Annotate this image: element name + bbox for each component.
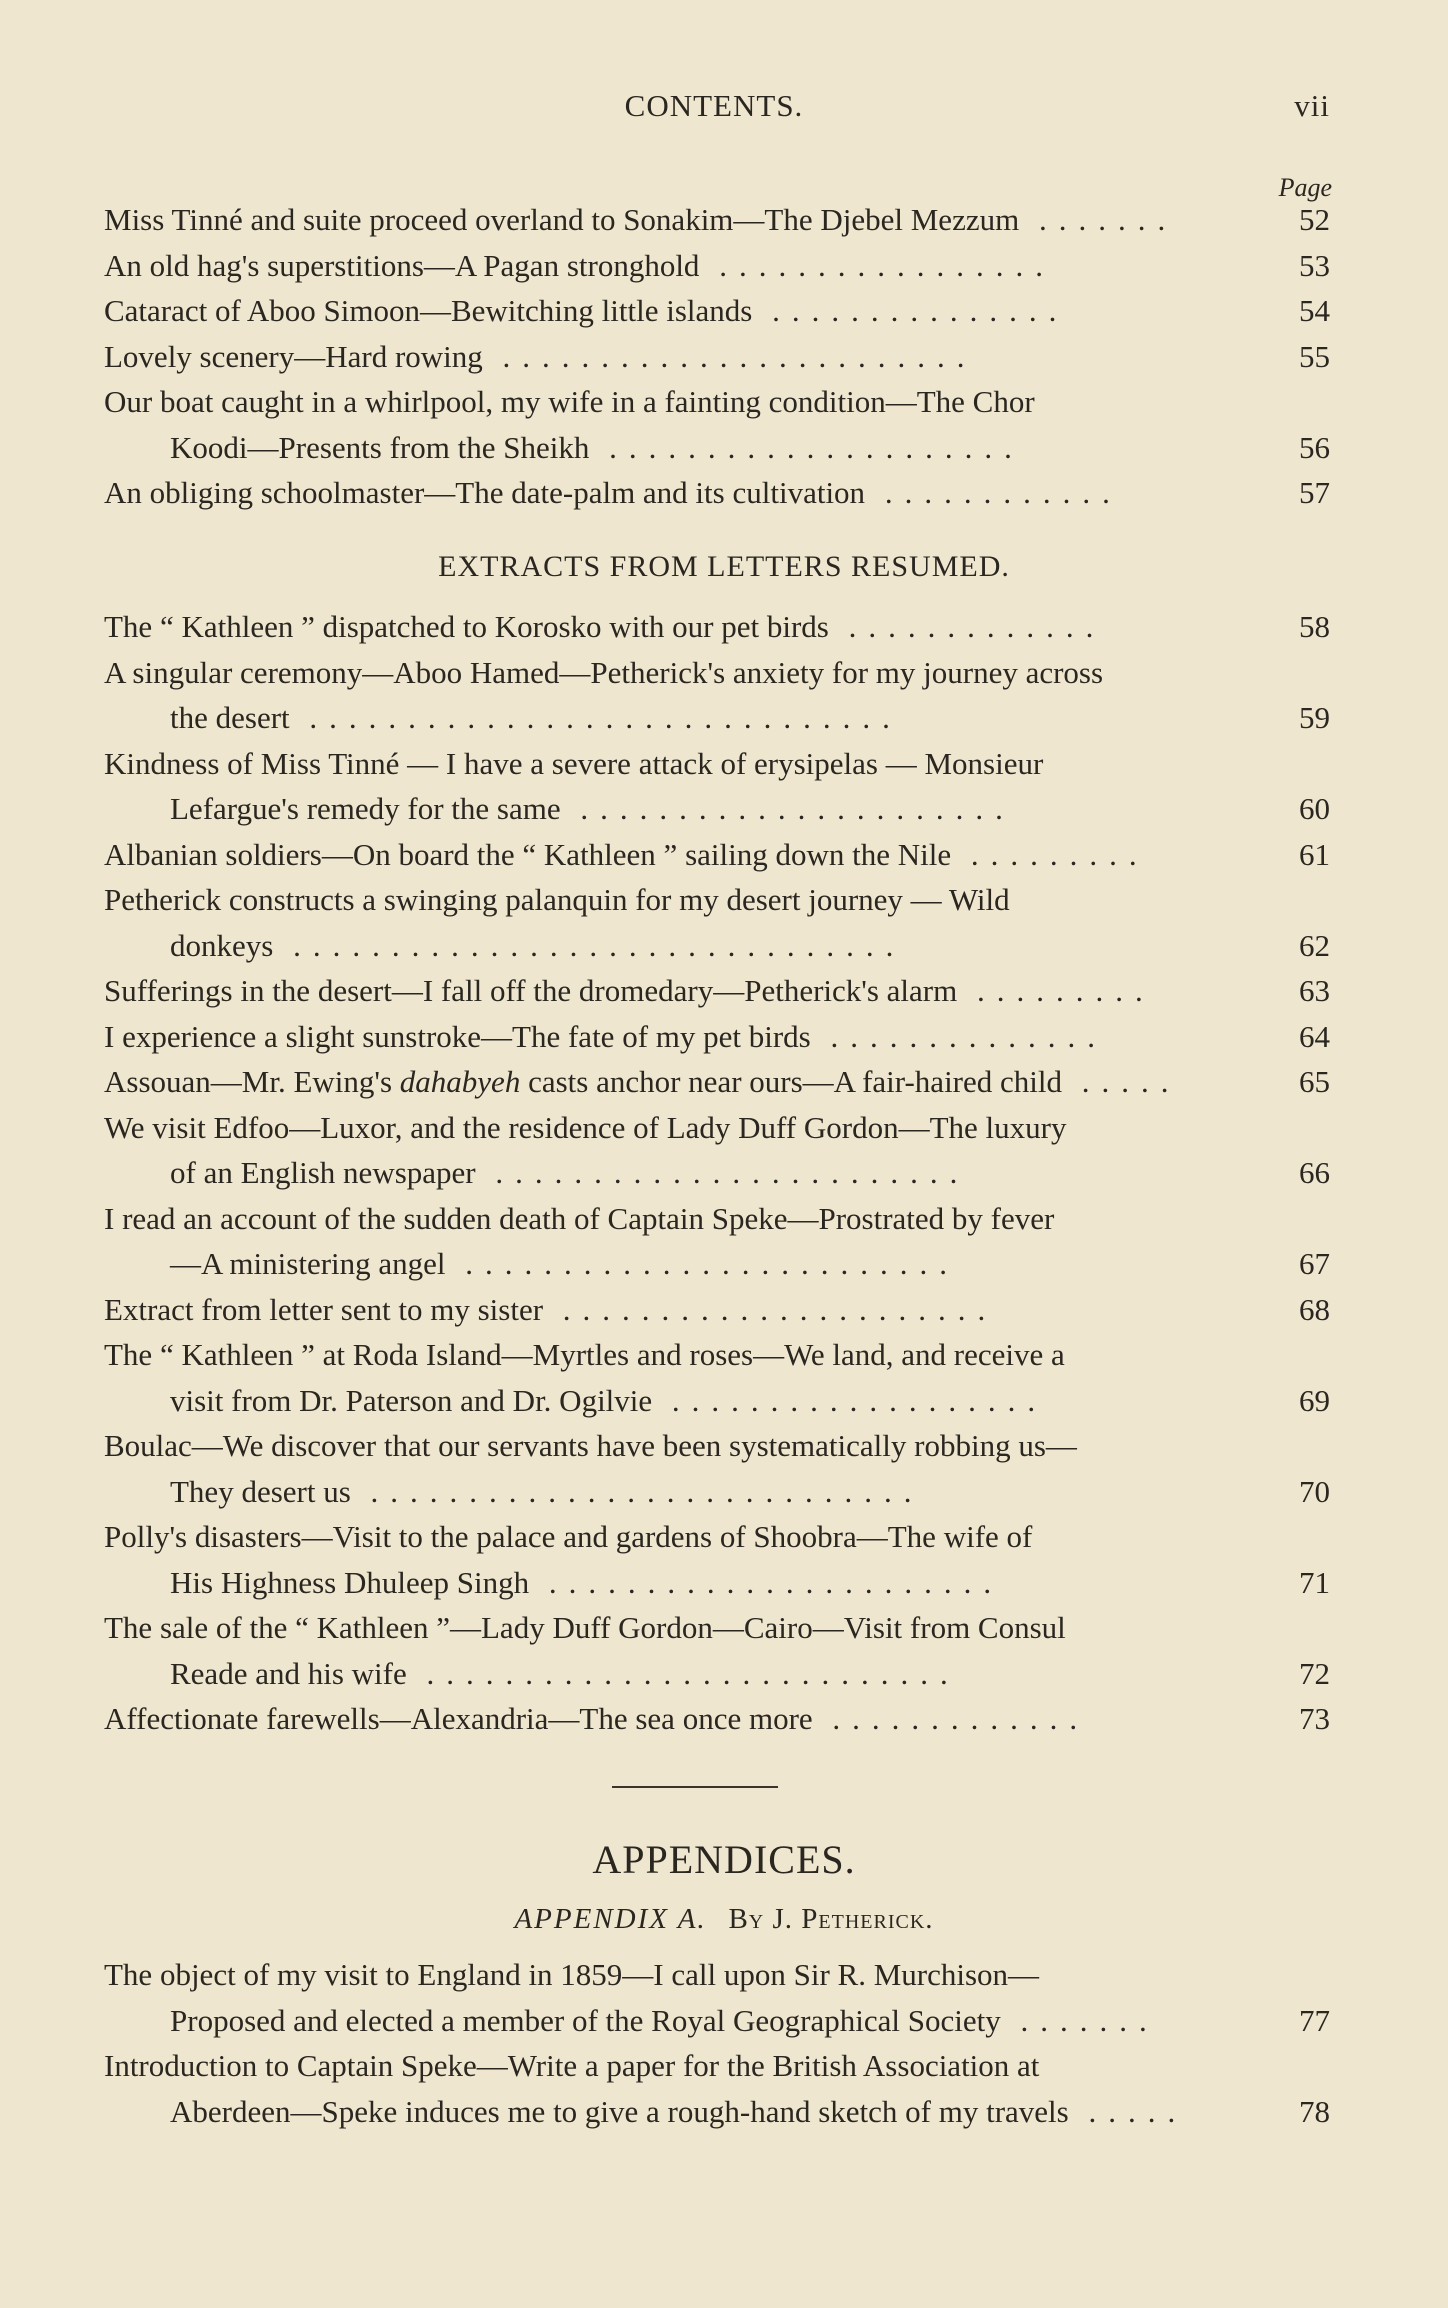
toc-entry-page: 59 <box>1299 700 1330 735</box>
toc-entry-page: 65 <box>1299 1064 1330 1099</box>
page-column-label: Page <box>1278 173 1332 202</box>
leader-dots: ............... <box>752 293 1069 328</box>
toc-entry-text: I read an account of the sudden death of Captain Speke—Prostrated by fever <box>104 1200 1055 1236</box>
toc-entry-page: 54 <box>1299 293 1330 328</box>
toc-entry-continuation: —A ministering angel ......................... <box>170 1246 960 1281</box>
toc-entry-continuation: They desert us ............................ <box>170 1473 924 1509</box>
toc-entry-page: 77 <box>1299 2002 1330 2038</box>
toc-entry-text: Our boat caught in a whirlpool, my wife in a fainting condition—The Chor <box>104 384 1035 419</box>
toc-entry <box>104 1196 1330 1287</box>
leader-dots: ................... <box>652 1382 1048 1418</box>
toc-entry <box>104 288 1330 334</box>
toc-entry-continuation: Koodi—Presents from the Sheikh ..................... <box>170 429 1024 465</box>
toc-entry-text: I experience a slight sunstroke—The fate of my pet birds .............. <box>104 1018 1107 1054</box>
leader-dots: ....................... <box>529 1564 1004 1600</box>
toc-entry-text: Affectionate farewells—Alexandria—The sea once more ............. <box>104 1701 1090 1736</box>
toc-entry-continuation: donkeys ............................... <box>170 927 906 963</box>
leader-dots: ........................ <box>475 1155 970 1190</box>
toc-entry <box>104 1014 1330 1060</box>
toc-entry-page: 53 <box>1299 247 1330 283</box>
toc-entry-page: 69 <box>1299 1382 1330 1418</box>
toc-entry-text: The “ Kathleen ” at Roda Island—Myrtles and roses—We land, and receive a <box>104 1337 1065 1372</box>
toc-entry-page: 63 <box>1299 973 1330 1008</box>
toc-entry-text: Kindness of Miss Tinné — I have a severe attack of erysipelas — Monsieur <box>104 745 1044 781</box>
toc-entry-text: Albanian soldiers—On board the “ Kathleen ” sailing down the Nile ......... <box>104 836 1149 872</box>
toc-entry-text: An obliging schoolmaster—The date-palm and its cultivation ............ <box>104 475 1122 510</box>
leader-dots: ..... <box>1068 2093 1188 2129</box>
leader-dots: .............................. <box>289 700 902 735</box>
leader-dots: ..... <box>1062 1064 1181 1099</box>
leader-dots: ......... <box>957 973 1155 1008</box>
running-page-number: vii <box>1294 88 1330 123</box>
divider-rule <box>612 1786 778 1788</box>
toc-entry-text: Lovely scenery—Hard rowing ........................ <box>104 338 977 374</box>
leader-dots: ............ <box>865 475 1122 510</box>
toc-entry <box>104 604 1330 650</box>
leader-dots: ....... <box>1000 2002 1159 2038</box>
toc-list-appendix <box>104 1952 1330 2134</box>
toc-entry-text: Assouan—Mr. Ewing's dahabyeh casts anchor near ours—A fair-haired child ..... <box>104 1064 1181 1099</box>
leader-dots: ............................ <box>350 1473 924 1509</box>
leader-dots: ......... <box>951 836 1149 872</box>
toc-entry <box>104 197 1330 243</box>
toc-entry-continuation: His Highness Dhuleep Singh ....................... <box>170 1564 1004 1600</box>
toc-entry-continuation: of an English newspaper ........................ <box>170 1155 970 1190</box>
italic-word: dahabyeh <box>399 1064 521 1099</box>
toc-entry-text: Miss Tinné and suite proceed overland to Sonakim—The Djebel Mezzum ....... <box>104 202 1178 237</box>
leader-dots: ....... <box>1019 202 1178 237</box>
toc-entry <box>104 2043 1330 2134</box>
toc-entry <box>104 741 1330 832</box>
section-heading-extracts: EXTRACTS FROM LETTERS RESUMED. <box>438 550 1010 583</box>
toc-entry-text: An old hag's superstitions—A Pagan stronghold ................. <box>104 247 1055 283</box>
running-head <box>0 88 1448 128</box>
toc-entry-page: 66 <box>1299 1155 1330 1190</box>
toc-entry <box>104 1605 1330 1696</box>
toc-entry-page: 67 <box>1299 1246 1330 1281</box>
toc-entry-text: Boulac—We discover that our servants have been systematically robbing us— <box>104 1428 1077 1463</box>
toc-entry <box>104 243 1330 289</box>
appendix-a-author: By J. Petherick. <box>728 1903 934 1935</box>
toc-entry-text: The sale of the “ Kathleen ”—Lady Duff Gordon—Cairo—Visit from Consul <box>104 1610 1066 1645</box>
toc-entry <box>104 650 1330 741</box>
toc-entry-page: 64 <box>1299 1018 1330 1054</box>
leader-dots: ............................... <box>273 927 906 963</box>
toc-entry <box>104 832 1330 878</box>
toc-entry <box>104 1514 1330 1605</box>
leader-dots: ........................... <box>406 1655 960 1691</box>
toc-entry-continuation: Reade and his wife ........................... <box>170 1655 960 1691</box>
leader-dots: ...................... <box>560 791 1015 826</box>
appendix-a-heading <box>0 1903 1448 1936</box>
toc-entry-text: The object of my visit to England in 1859—I call upon Sir R. Murchison— <box>104 1957 1040 1992</box>
toc-entry-page: 72 <box>1299 1655 1330 1691</box>
leader-dots: .............. <box>810 1018 1107 1054</box>
toc-entry <box>104 379 1330 470</box>
toc-entry-page: 70 <box>1299 1473 1330 1509</box>
toc-entry-text: Petherick constructs a swinging palanquin for my desert journey — Wild <box>104 882 1010 917</box>
toc-entry-page: 78 <box>1299 2093 1330 2129</box>
toc-entry-text: Introduction to Captain Speke—Write a paper for the British Association at <box>104 2048 1040 2083</box>
toc-entry <box>104 1423 1330 1514</box>
toc-entry-page: 73 <box>1299 1701 1330 1736</box>
toc-entry-continuation: Lefargue's remedy for the same ...................... <box>170 791 1015 826</box>
toc-entry-page: 60 <box>1299 791 1330 826</box>
toc-entry-text: The “ Kathleen ” dispatched to Korosko with our pet birds ............. <box>104 609 1106 644</box>
toc-list-top <box>104 197 1330 516</box>
toc-entry <box>104 1952 1330 2043</box>
leader-dots: ............. <box>812 1701 1090 1736</box>
toc-entry <box>104 1287 1330 1333</box>
toc-entry-page: 56 <box>1299 429 1330 465</box>
toc-entry-text: A singular ceremony—Aboo Hamed—Petherick's anxiety for my journey across <box>104 654 1104 690</box>
leader-dots: ........................ <box>482 338 977 374</box>
toc-entry-page: 55 <box>1299 338 1330 374</box>
leader-dots: ............. <box>828 609 1106 644</box>
toc-entry <box>104 470 1330 516</box>
leader-dots: ......................... <box>445 1246 960 1281</box>
leader-dots: ...................... <box>543 1291 998 1327</box>
toc-entry-text: Extract from letter sent to my sister ...................... <box>104 1291 998 1327</box>
toc-entry <box>104 1059 1330 1105</box>
toc-entry-continuation: visit from Dr. Paterson and Dr. Ogilvie ................... <box>170 1382 1048 1418</box>
appendix-a-label: APPENDIX A. <box>514 1903 707 1935</box>
toc-entry-text: Cataract of Aboo Simoon—Bewitching little islands ............... <box>104 293 1069 328</box>
toc-entry-text: We visit Edfoo—Luxor, and the residence of Lady Duff Gordon—The luxury <box>104 1109 1067 1145</box>
toc-entry-text: Sufferings in the desert—I fall off the dromedary—Petherick's alarm ......... <box>104 973 1155 1008</box>
toc-entry <box>104 1105 1330 1196</box>
toc-entry <box>104 877 1330 968</box>
leader-dots: ..................... <box>589 429 1024 465</box>
toc-entry-page: 57 <box>1299 475 1330 510</box>
toc-entry-page: 61 <box>1299 836 1330 872</box>
appendices-title: APPENDICES. <box>592 1837 856 1882</box>
toc-entry-continuation: Proposed and elected a member of the Royal Geographical Society ....... <box>170 2002 1159 2038</box>
leader-dots: ................. <box>699 247 1055 283</box>
toc-entry <box>104 1332 1330 1423</box>
toc-entry-continuation: the desert .............................. <box>170 700 902 735</box>
toc-entry-text: Polly's disasters—Visit to the palace and gardens of Shoobra—The wife of <box>104 1519 1033 1554</box>
toc-entry <box>104 1696 1330 1742</box>
toc-entry-page: 52 <box>1299 202 1330 237</box>
toc-entry-page: 71 <box>1299 1564 1330 1600</box>
toc-entry <box>104 968 1330 1014</box>
running-title: CONTENTS. <box>624 88 804 123</box>
toc-entry-page: 62 <box>1299 927 1330 963</box>
toc-entry-page: 58 <box>1299 609 1330 644</box>
toc-list-extracts <box>104 604 1330 1742</box>
toc-entry-page: 68 <box>1299 1291 1330 1327</box>
toc-entry-continuation: Aberdeen—Speke induces me to give a rough-hand sketch of my travels ..... <box>170 2093 1188 2129</box>
toc-entry <box>104 334 1330 380</box>
